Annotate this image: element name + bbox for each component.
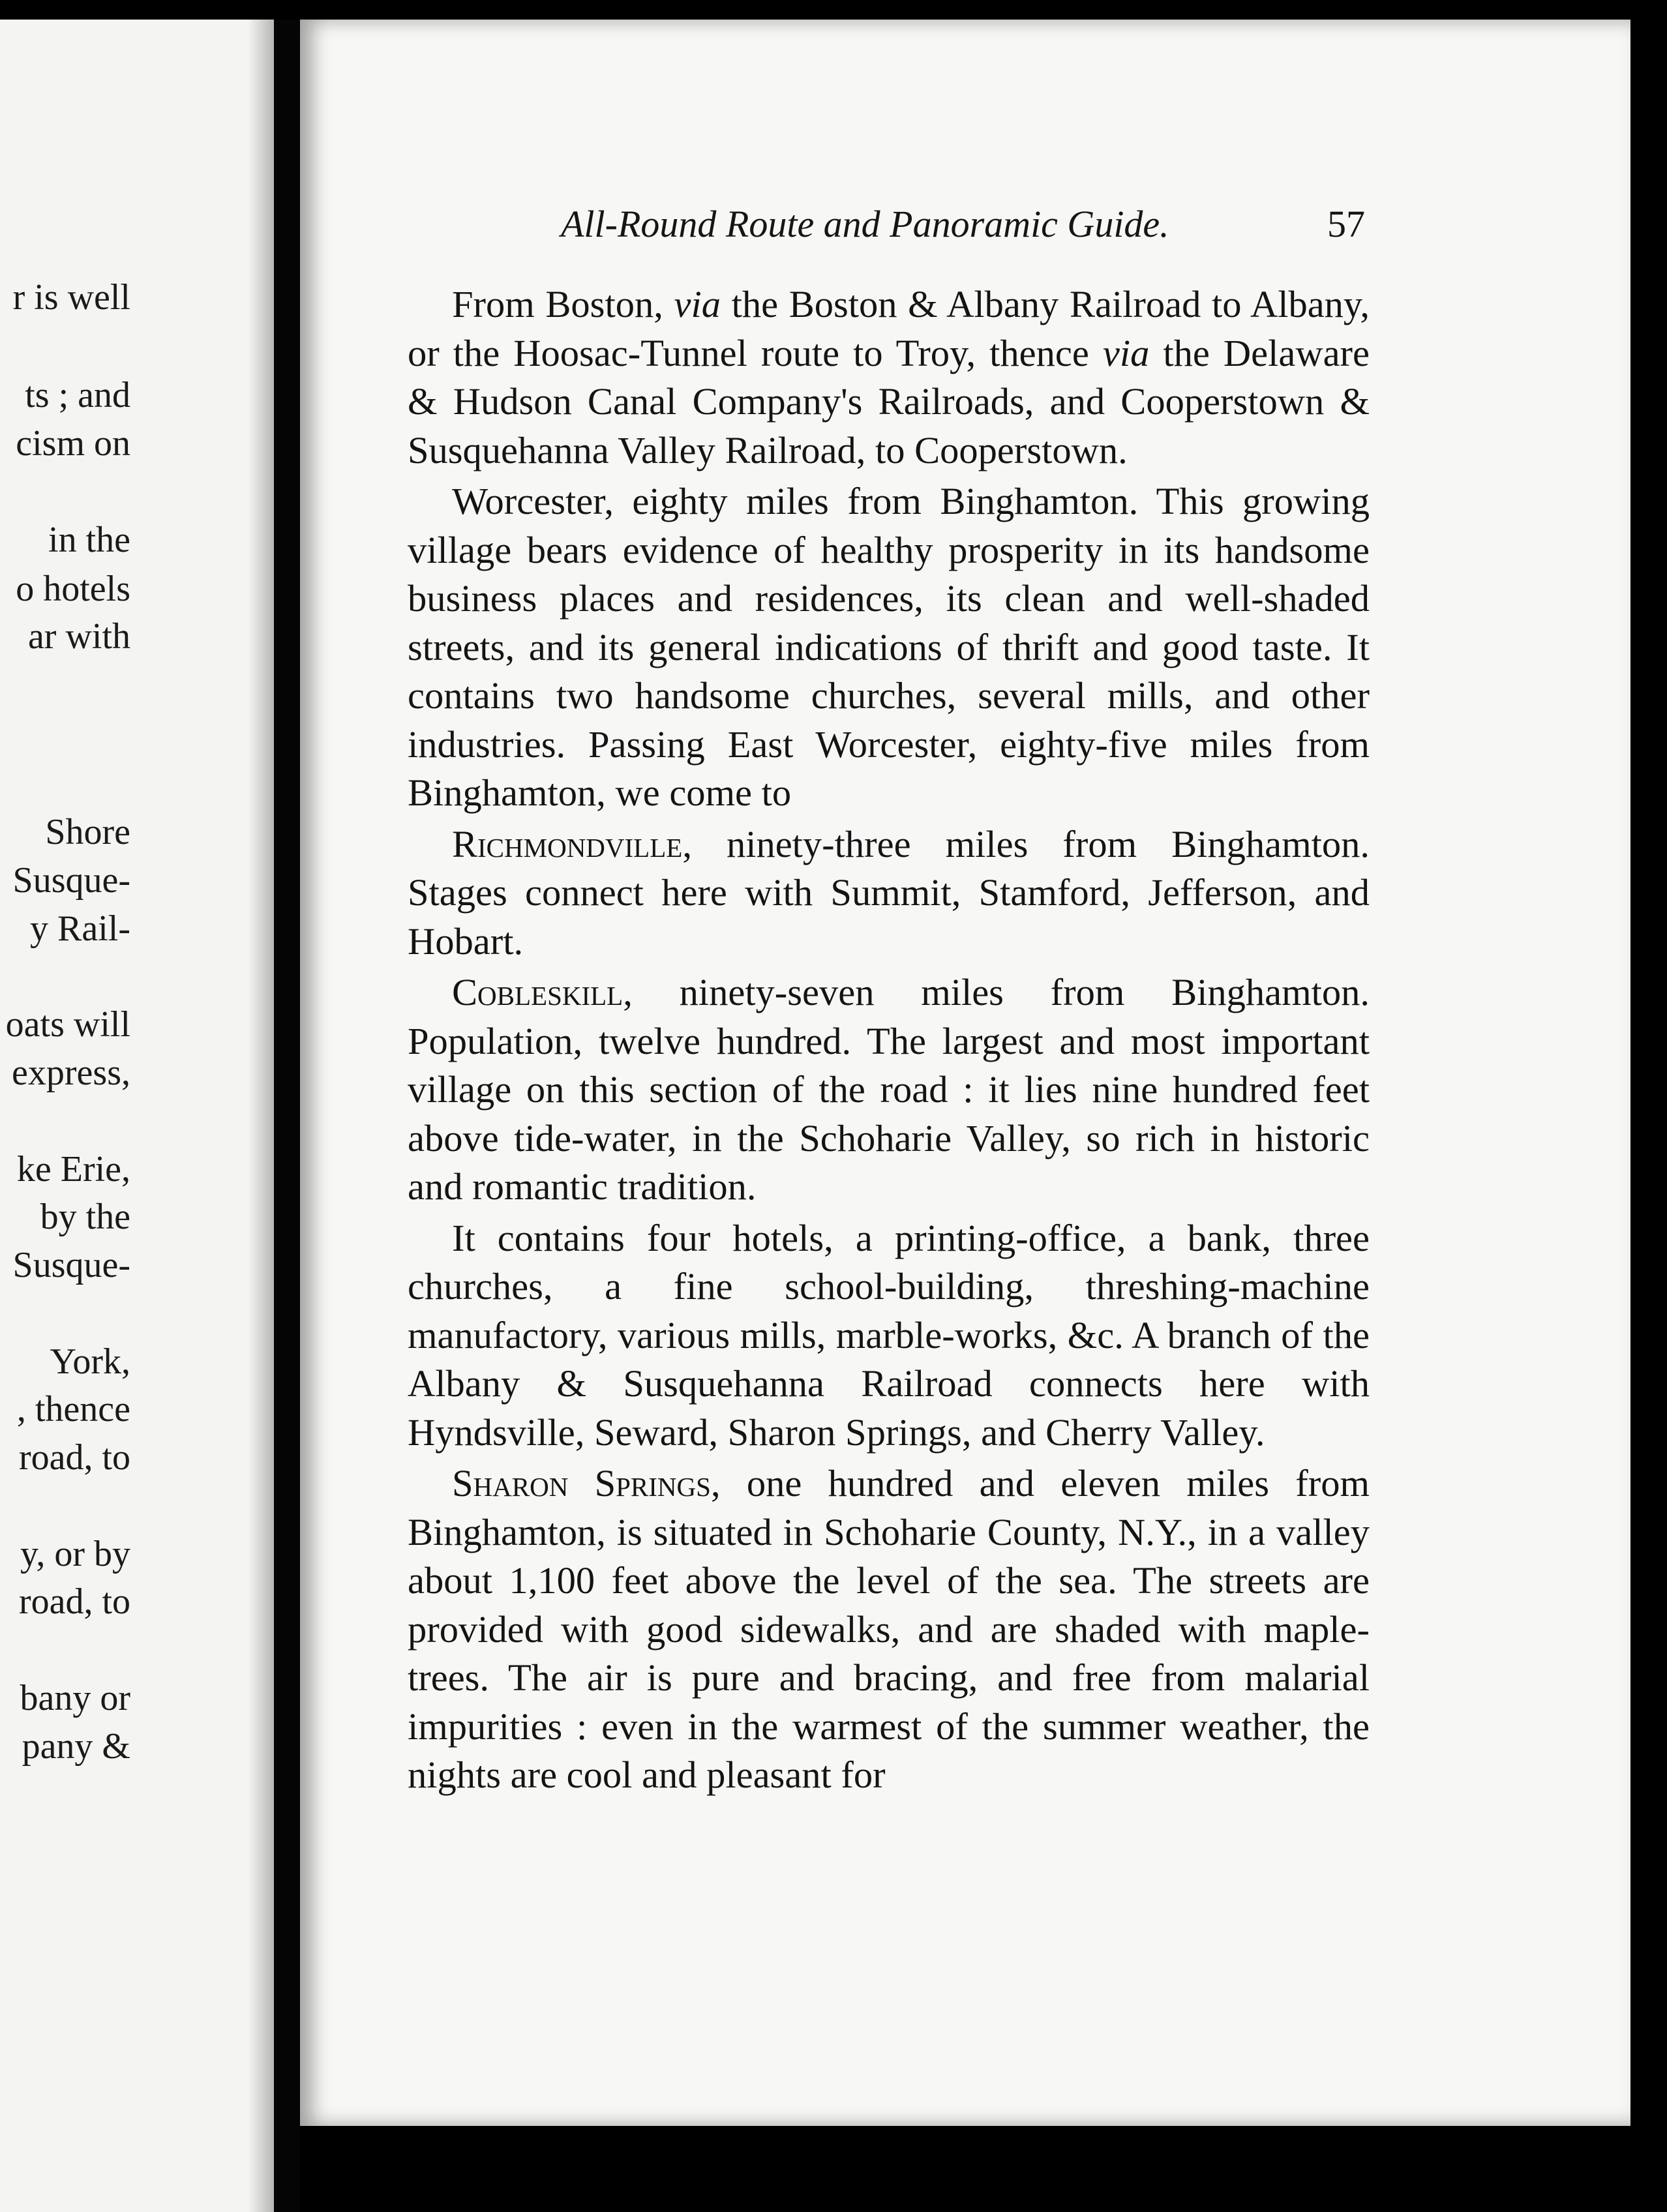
left-fragment: Susque- <box>12 860 130 901</box>
text-run: From Boston, <box>452 283 674 325</box>
left-fragment: cism on <box>16 423 130 464</box>
left-fragment: Susque- <box>12 1245 130 1285</box>
paragraph-richmondville <box>408 820 1370 966</box>
left-fragment: ar with <box>27 616 130 657</box>
text-run: the Boston & Albany Railroad to Albany, or the Hoosac-Tunnel route to Troy, thence <box>408 283 1370 374</box>
left-fragment: express, <box>12 1053 130 1093</box>
gutter-shadow <box>248 20 274 2212</box>
paragraph-boston-route <box>408 280 1370 475</box>
italic-via: via <box>674 283 721 325</box>
binding-gutter <box>274 20 300 2212</box>
left-facing-page <box>0 20 274 2212</box>
left-fragment: pany & <box>22 1726 130 1767</box>
place-name: Sharon Springs <box>452 1462 711 1504</box>
left-fragment: y Rail- <box>30 908 130 949</box>
left-fragment: by the <box>40 1197 130 1237</box>
left-fragment: y, or by <box>20 1534 130 1574</box>
left-fragment: bany or <box>20 1678 130 1718</box>
place-name: Richmondville <box>452 822 683 865</box>
left-fragment: ts ; and <box>25 375 130 415</box>
text-run: , ninety-three miles from Binghamton. Stages connect here with Summit, Stamford, Jefferson, and Hobart. <box>408 822 1370 963</box>
text-run: the Delaware & Hudson Canal Company's Railroads, and Cooperstown & Susquehanna Valley Railroad, to Cooperstown. <box>408 331 1370 471</box>
text-run: , one hundred and eleven miles from Binghamton, is situated in Schoharie County, N.Y., in a valley about 1,100 feet above the level of the sea. The streets are provided with good sidewalks, and are shaded with maple-trees. The air is pure and bracing, and free from malarial impurities : even in the warmest of the summer weather, the nights are cool and pleasant for <box>408 1462 1370 1796</box>
bottom-edge <box>300 2126 1630 2212</box>
text-run: , ninety-seven miles from Binghamton. Population, twelve hundred. The largest and most important village on this section of the road : it lies nine hundred feet above tide-water, in the Schoharie Valley, so rich in historic and romantic tradition. <box>408 971 1370 1208</box>
paragraph-worcester: Worcester, eighty miles from Binghamton. This growing village bears evidence of healthy prosperity in its handsome business places and residences, its clean and well-shaded streets, and its general indications of thrift and good taste. It contains two handsome churches, several mills, and other industries. Passing East Worcester, eighty-five miles from Binghamton, we come to <box>408 480 1370 814</box>
left-fragment: , thence <box>16 1389 130 1429</box>
body-text <box>408 280 1370 1802</box>
paragraph-cobleskill-contents: It contains four hotels, a printing-office, a bank, three churches, a fine school-building, threshing-machine manufactory, various mills, marble-works, &c. A branch of the Albany & Susquehanna Railroad connects here with Hyndsville, Seward, Sharon Springs, and Cherry Valley. <box>408 1216 1370 1454</box>
page-number: 57 <box>1327 203 1365 245</box>
left-fragment: Shore <box>45 812 130 852</box>
left-fragment: York, <box>50 1341 130 1382</box>
left-fragment: in the <box>48 520 130 560</box>
left-fragment: road, to <box>18 1437 130 1478</box>
left-fragment: r is well <box>12 277 130 318</box>
left-fragment: road, to <box>18 1581 130 1622</box>
place-name: Cobleskill <box>452 971 623 1013</box>
left-fragment: o hotels <box>16 569 130 609</box>
paragraph-sharon-springs <box>408 1459 1370 1800</box>
right-edge <box>1630 0 1667 2212</box>
italic-via: via <box>1102 331 1150 374</box>
left-fragment: ke Erie, <box>16 1149 130 1189</box>
running-head: All-Round Route and Panoramic Guide. <box>561 203 1169 245</box>
paragraph-cobleskill <box>408 968 1370 1212</box>
left-fragment: oats will <box>5 1004 130 1045</box>
